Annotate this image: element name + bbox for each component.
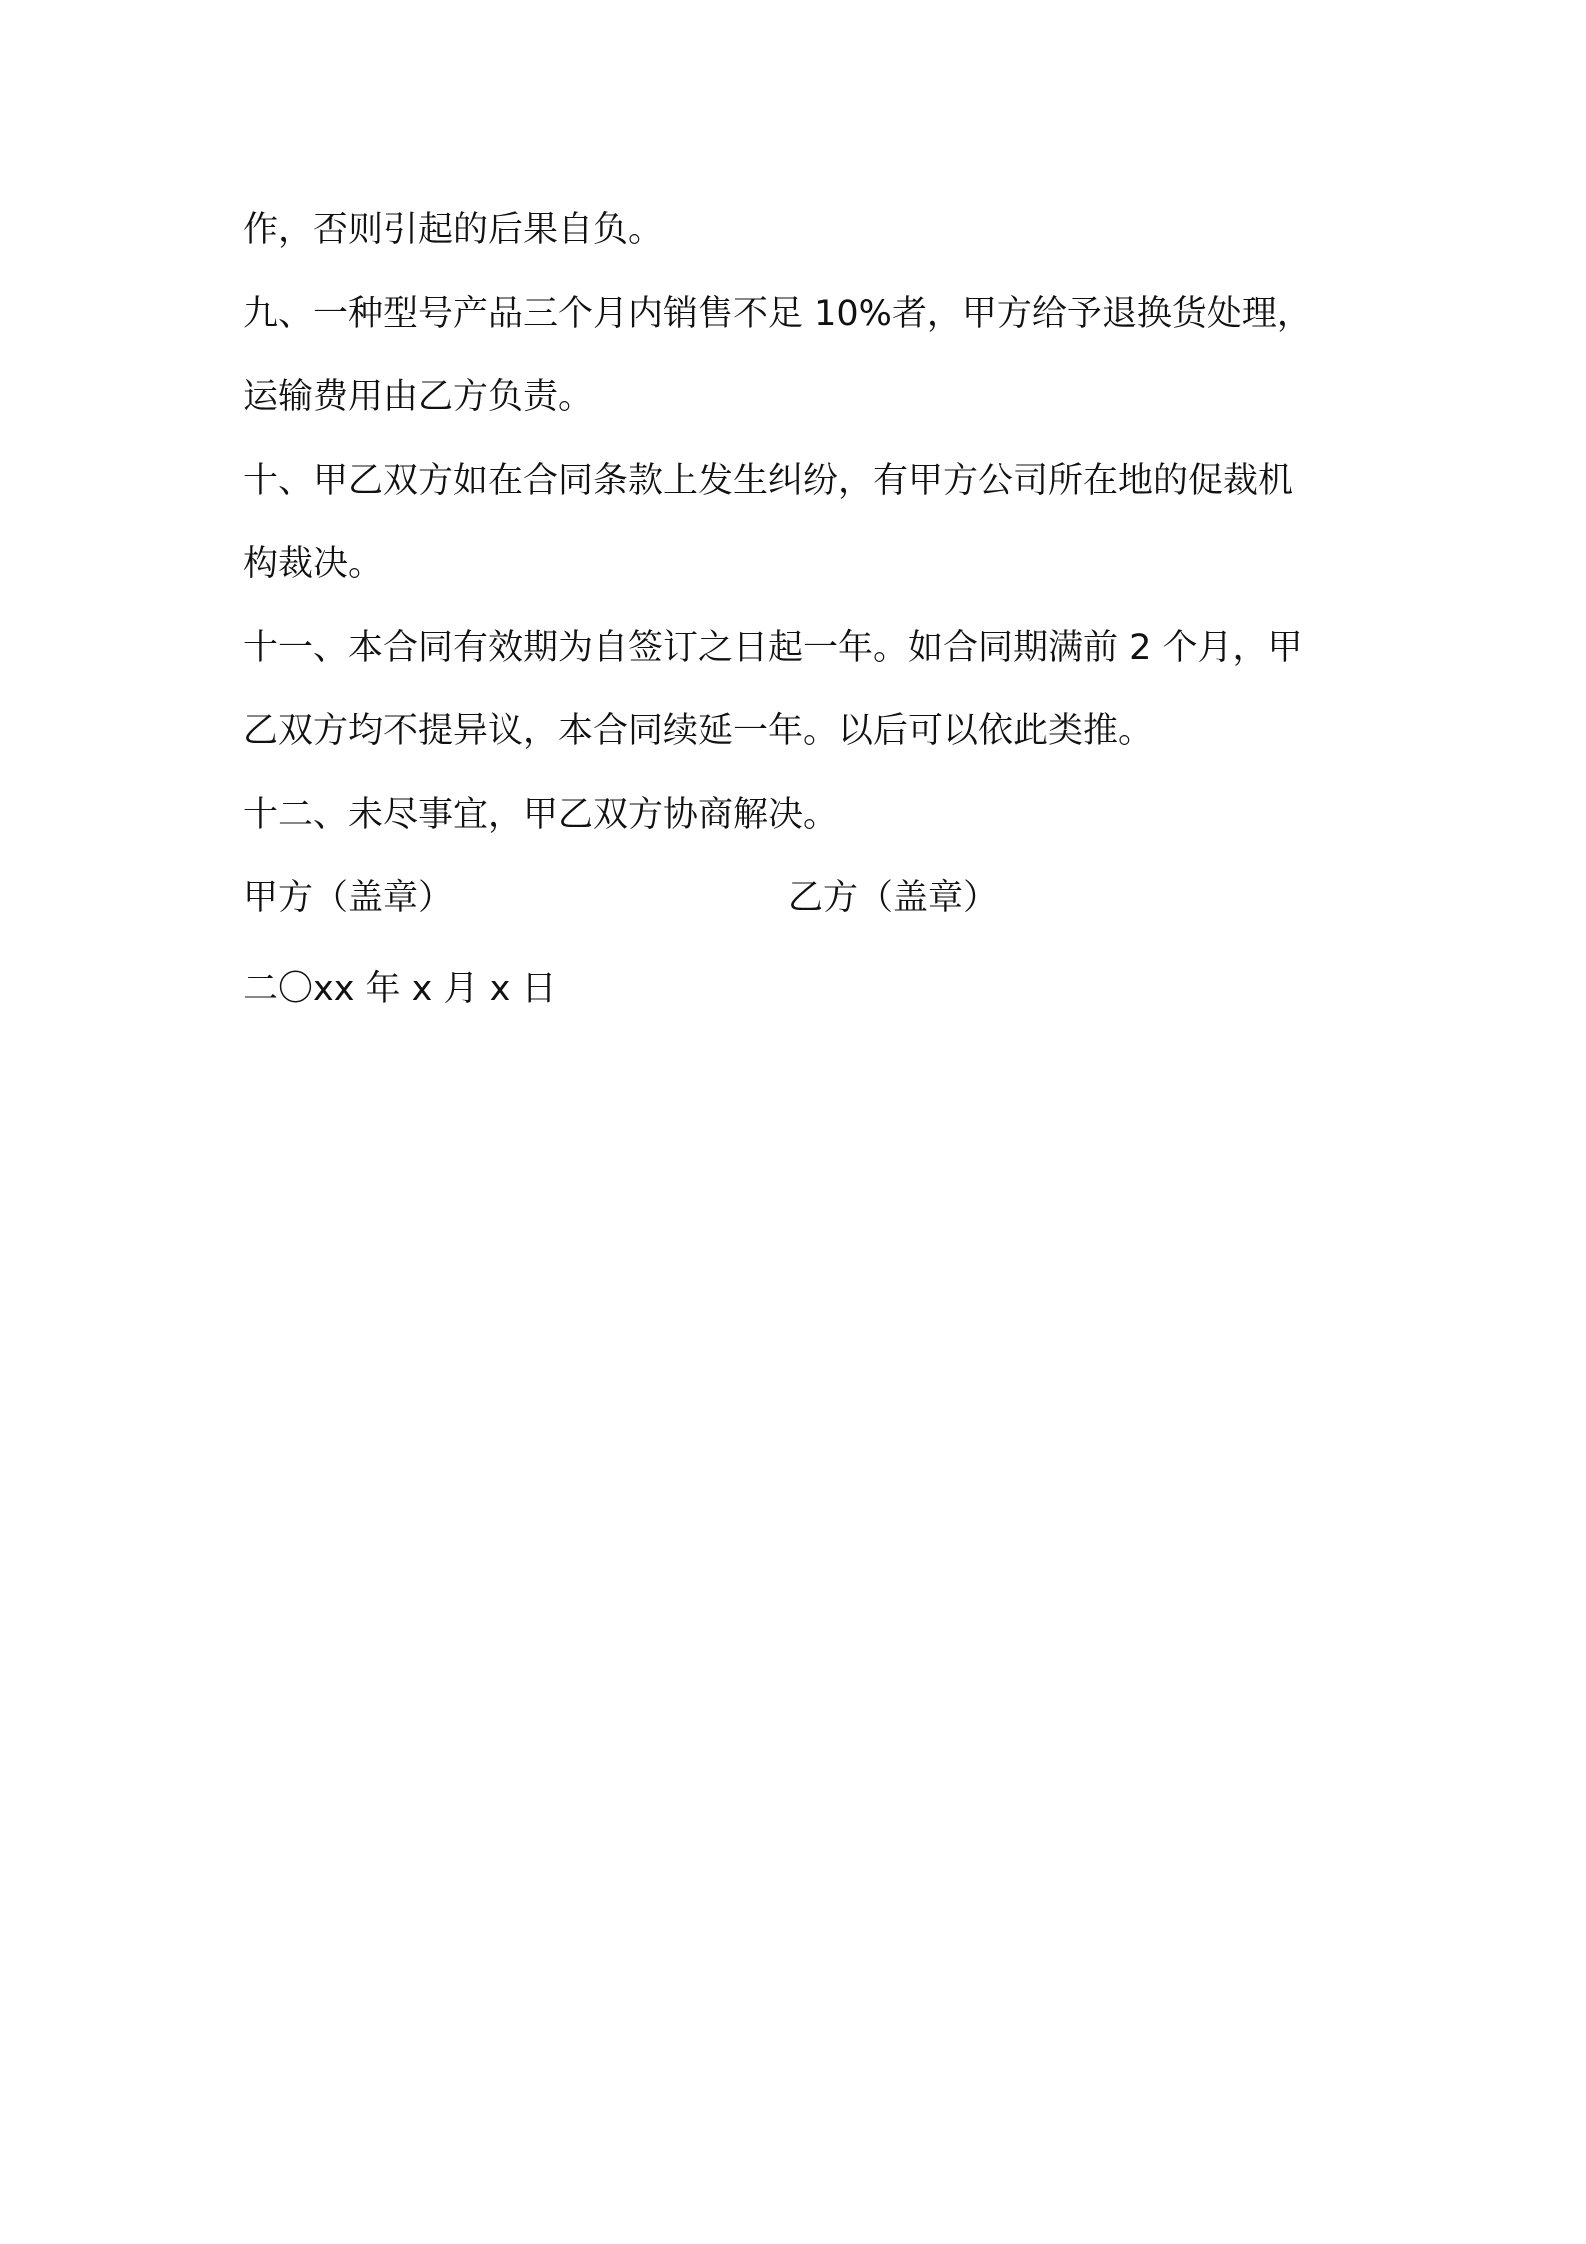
text-line: 十、甲乙双方如在合同条款上发生纠纷，有甲方公司所在地的促裁机	[243, 461, 1294, 501]
text-line: 十一、本合同有效期为自签订之日起一年。如合同期满前 2 个月，甲	[243, 628, 1303, 668]
text-line: 乙双方均不提异议，本合同续延一年。以后可以依此类推。	[243, 711, 1154, 751]
text-line: 作，否则引起的后果自负。	[243, 210, 664, 250]
text-line: 十二、未尽事宜，甲乙双方协商解决。	[243, 795, 839, 835]
text-line: 运输费用由乙方负责。	[243, 377, 594, 417]
text-line: 构裁决。	[243, 544, 384, 584]
party-b-seal-label: 乙方（盖章）	[788, 878, 999, 918]
party-a-seal-label: 甲方（盖章）	[243, 878, 454, 918]
text-line: 九、一种型号产品三个月内销售不足 10%者，甲方给予退换货处理，	[243, 294, 1312, 334]
date-line: 二〇xx 年 x 月 x 日	[243, 969, 557, 1009]
